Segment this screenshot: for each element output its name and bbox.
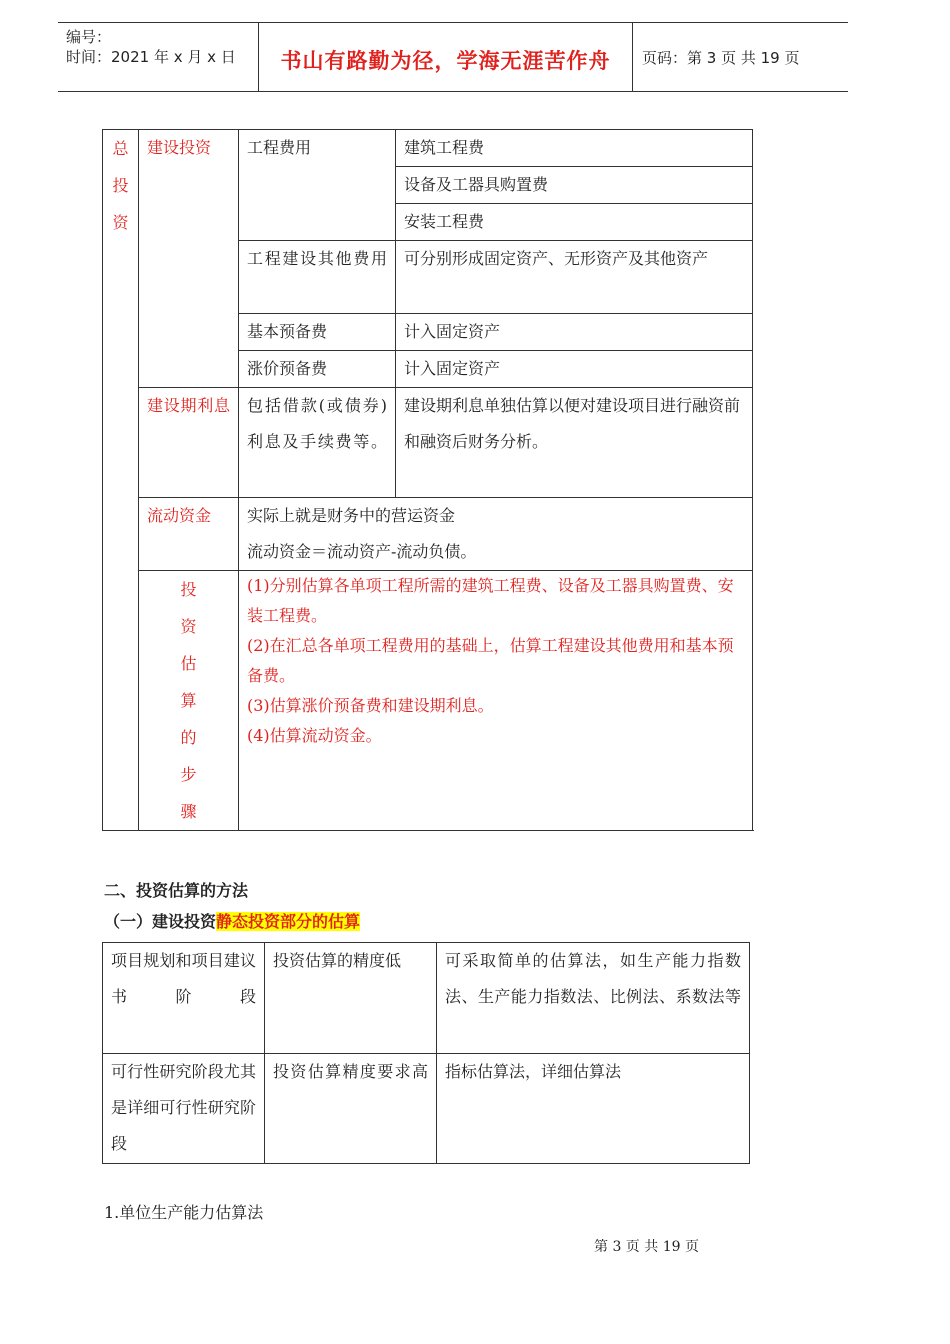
interest-desc: 包括借款(或债券)利息及手续费等。 [239,388,396,498]
precision-cell: 投资估算精度要求高 [265,1054,437,1164]
price-reserve-label: 涨价预备费 [239,351,396,388]
interest-label: 建设期利息 [139,388,239,498]
header-divider [632,23,633,91]
precision-cell: 投资估算的精度低 [265,943,437,1054]
number-label: 编号： [66,28,112,46]
step-item: (4)估算流动资金。 [247,726,382,745]
basic-reserve-note: 计入固定资产 [396,314,753,351]
construction-investment-label: 建设投资 [139,130,239,388]
other-cost-note: 可分别形成固定资产、无形资产及其他资产 [396,241,753,314]
basic-reserve-label: 基本预备费 [239,314,396,351]
page-header [58,22,848,92]
subsection-heading: （一）建设投资静态投资部分的估算 [104,912,361,931]
paragraph-heading: 1.单位生产能力估算法 [104,1203,264,1222]
step-item: (2)在汇总各单项工程费用的基础上，估算工程建设其他费用和基本预备费。 [247,636,734,685]
equipment-cost: 设备及工器具购置费 [396,167,753,204]
engineering-cost-label: 工程费用 [239,130,396,241]
header-motto: 书山有路勤为径，学海无涯苦作舟 [280,48,611,73]
price-reserve-note: 计入固定资产 [396,351,753,388]
page-footer: 第 3 页 共 19 页 [594,1239,699,1255]
stage-cell: 可行性研究阶段尤其是详细可行性研究阶段 [103,1054,265,1164]
other-cost-label: 工程建设其他费用 [239,241,396,314]
installation-cost: 安装工程费 [396,204,753,241]
method-cell: 可采取简单的估算法，如生产能力指数法、生产能力指数法、比例法、系数法等 [437,943,750,1054]
investment-composition-table [102,129,753,831]
step-item: (3)估算涨价预备费和建设期利息。 [247,696,494,715]
header-meta [66,27,236,67]
highlighted-text: 静态投资部分的估算 [216,912,361,931]
working-capital-label: 流动资金 [139,498,239,571]
total-investment-label: 总 投 资 [103,130,139,831]
time-label: 时间：2021 年 x 月 x 日 [66,48,236,66]
step-item: (1)分别估算各单项工程所需的建筑工程费、设备及工器具购置费、安装工程费。 [247,576,734,625]
method-cell: 指标估算法，详细估算法 [437,1054,750,1164]
steps-list [239,571,753,831]
estimation-method-table [102,942,750,1164]
working-capital-desc: 实际上就是财务中的营运资金 流动资金＝流动资产-流动负债。 [239,498,753,571]
steps-label: 投 资 估 算 的 步 骤 [139,571,239,831]
interest-note: 建设期利息单独估算以便对建设项目进行融资前和融资后财务分析。 [396,388,753,498]
header-page-label: 页码：第 3 页 共 19 页 [642,49,800,67]
stage-cell: 项目规划和项目建议书阶段 [103,943,265,1054]
section-heading: 二、投资估算的方法 [104,881,249,900]
building-cost: 建筑工程费 [396,130,753,167]
